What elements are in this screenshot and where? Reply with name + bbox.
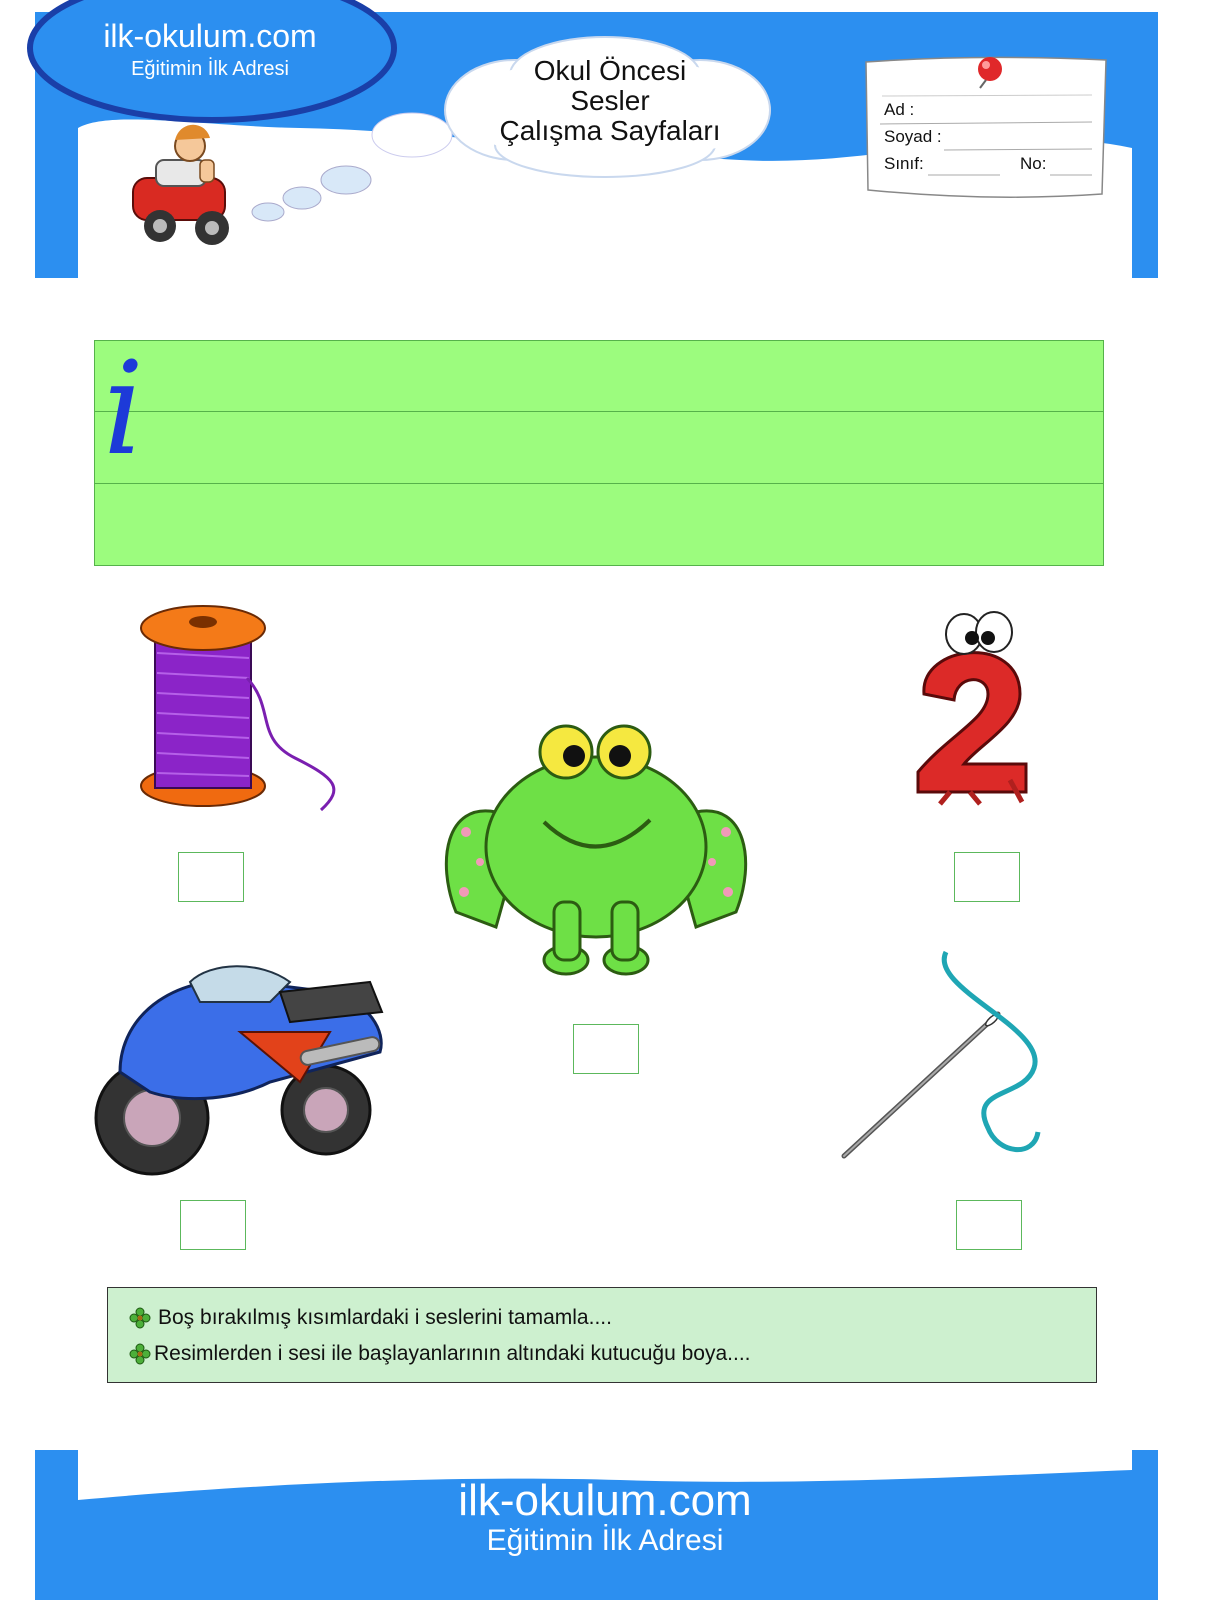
title-line-2: Sesler — [570, 85, 650, 116]
no-label: No: — [1020, 154, 1047, 173]
clover-bullet-icon — [128, 1342, 152, 1366]
site-tagline: Eğitimin İlk Adresi — [131, 58, 289, 80]
page-title — [460, 56, 760, 146]
instruction-text-2: Resimlerden i sesi ile başlayanlarının altındaki kutucuğu boya.... — [154, 1342, 751, 1365]
checkbox-spool[interactable] — [178, 852, 244, 902]
title-line-3: Çalışma Sayfaları — [499, 115, 721, 146]
title-line-1: Okul Öncesi — [533, 55, 687, 86]
name-card — [860, 52, 1112, 204]
instruction-text-1: Boş bırakılmış kısımlardaki i seslerini tamamla.... — [158, 1306, 612, 1329]
instruction-item — [128, 1336, 1096, 1372]
instruction-item — [128, 1300, 1096, 1336]
ad-label: Ad : — [884, 100, 915, 119]
instructions-box — [107, 1287, 1097, 1383]
footer-site-name[interactable]: ilk-okulum.com — [458, 1476, 752, 1525]
needle-and-thread-picture — [838, 948, 1048, 1168]
spool-of-thread-picture — [135, 598, 365, 824]
cursive-letter-sample: i — [103, 335, 144, 484]
checkbox-frog[interactable] — [573, 1024, 639, 1074]
motorcycle-picture — [90, 952, 392, 1178]
footer-tagline: Eğitimin İlk Adresi — [486, 1524, 724, 1557]
checkbox-needle[interactable] — [956, 1200, 1022, 1250]
frog-picture — [436, 722, 756, 980]
soyad-label: Soyad : — [884, 127, 942, 146]
checkbox-motorcycle[interactable] — [180, 1200, 246, 1250]
pushpin-icon — [972, 54, 1008, 90]
clover-bullet-icon — [128, 1306, 152, 1330]
number-two-picture — [910, 604, 1040, 810]
site-name[interactable]: ilk-okulum.com — [103, 18, 317, 54]
guide-line-top — [95, 411, 1103, 412]
sinif-label: Sınıf: — [884, 154, 924, 173]
guide-line-bottom — [95, 483, 1103, 484]
handwriting-practice-area[interactable] — [94, 335, 1104, 566]
car-cartoon-icon — [133, 125, 229, 245]
checkbox-number-two[interactable] — [954, 852, 1020, 902]
